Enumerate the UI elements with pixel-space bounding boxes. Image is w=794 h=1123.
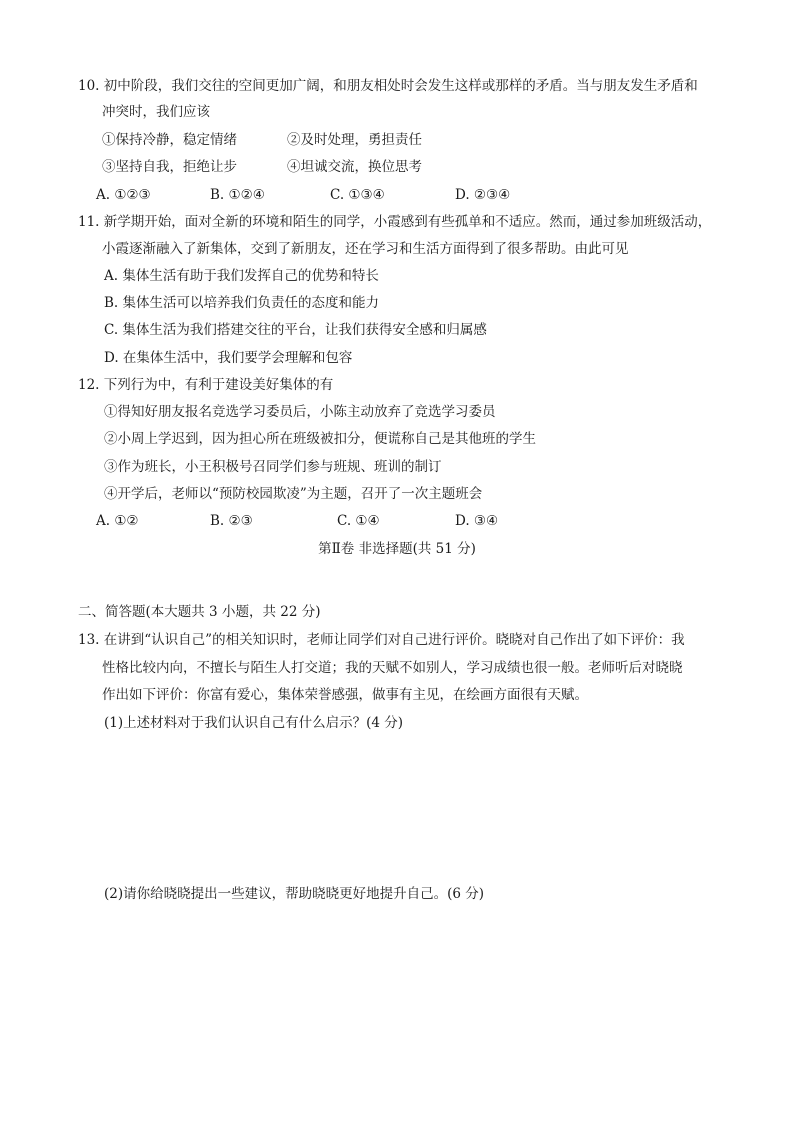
q11-option-c: C. 集体生活为我们搭建交往的平台，让我们获得安全感和归属感: [104, 322, 487, 338]
q12-option-b: B. ②③: [210, 513, 253, 529]
q12-item-1: ①得知好朋友报名竞选学习委员后，小陈主动放弃了竞选学习委员: [104, 404, 496, 420]
q13-stem-line1: 13. 在讲到“认识自己”的相关知识时，老师让同学们对自己进行评价。晓晓对自己作出了如下评价：我: [78, 632, 685, 648]
q13-subquestion-2: (2)请你给晓晓提出一些建议，帮助晓晓更好地提升自己。(6 分): [104, 886, 485, 902]
q10-stem-line2: 冲突时，我们应该: [102, 104, 210, 120]
q10-option-c: C. ①③④: [330, 187, 385, 203]
q10-option-d: D. ②③④: [455, 187, 511, 203]
q12-option-a: A. ①②: [96, 513, 139, 529]
section2-heading: 二、简答题(本大题共 3 小题，共 22 分): [78, 604, 321, 620]
q12-item-4: ④开学后，老师以“预防校园欺凌”为主题，召开了一次主题班会: [104, 486, 483, 502]
q10-item-4: ④坦诚交流，换位思考: [287, 159, 422, 175]
q13-stem-line3: 作出如下评价：你富有爱心，集体荣誉感强，做事有主见，在绘画方面很有天赋。: [102, 687, 588, 703]
q11-option-d: D. 在集体生活中，我们要学会理解和包容: [104, 350, 353, 366]
q11-stem-line2: 小霞逐渐融入了新集体，交到了新朋友，还在学习和生活方面得到了很多帮助。由此可见: [102, 241, 629, 257]
q10-item-1: ①保持冷静，稳定情绪: [102, 132, 237, 148]
q12-option-c: C. ①④: [337, 513, 380, 529]
q13-stem-line2: 性格比较内向，不擅长与陌生人打交道；我的天赋不如别人，学习成绩也很一般。老师听后对晓晓: [102, 660, 683, 676]
q12-stem: 12. 下列行为中，有利于建设美好集体的有: [78, 377, 334, 393]
q10-item-2: ②及时处理，勇担责任: [287, 132, 422, 148]
q11-stem-line1: 11. 新学期开始，面对全新的环境和陌生的同学，小霞感到有些孤单和不适应。然而，通过参加班级活动，: [78, 214, 712, 230]
q11-option-a: A. 集体生活有助于我们发挥自己的优势和特长: [104, 268, 379, 284]
q10-stem-line1: 10. 初中阶段，我们交往的空间更加广阔，和朋友相处时会发生这样或那样的矛盾。当与朋友发生矛盾和: [78, 78, 698, 94]
q12-item-3: ③作为班长，小王积极号召同学们参与班规、班训的制订: [104, 459, 442, 475]
q11-option-b: B. 集体生活可以培养我们负责任的态度和能力: [104, 295, 380, 311]
part2-title: 第Ⅱ卷 非选择题(共 51 分): [318, 541, 476, 557]
q10-option-b: B. ①②④: [210, 187, 265, 203]
q10-option-a: A. ①②③: [96, 187, 151, 203]
q12-item-2: ②小周上学迟到，因为担心所在班级被扣分，便谎称自己是其他班的学生: [104, 431, 536, 447]
q12-option-d: D. ③④: [455, 513, 499, 529]
q10-item-3: ③坚持自我，拒绝让步: [102, 159, 237, 175]
q13-subquestion-1: (1)上述材料对于我们认识自己有什么启示？(4 分): [104, 715, 404, 731]
